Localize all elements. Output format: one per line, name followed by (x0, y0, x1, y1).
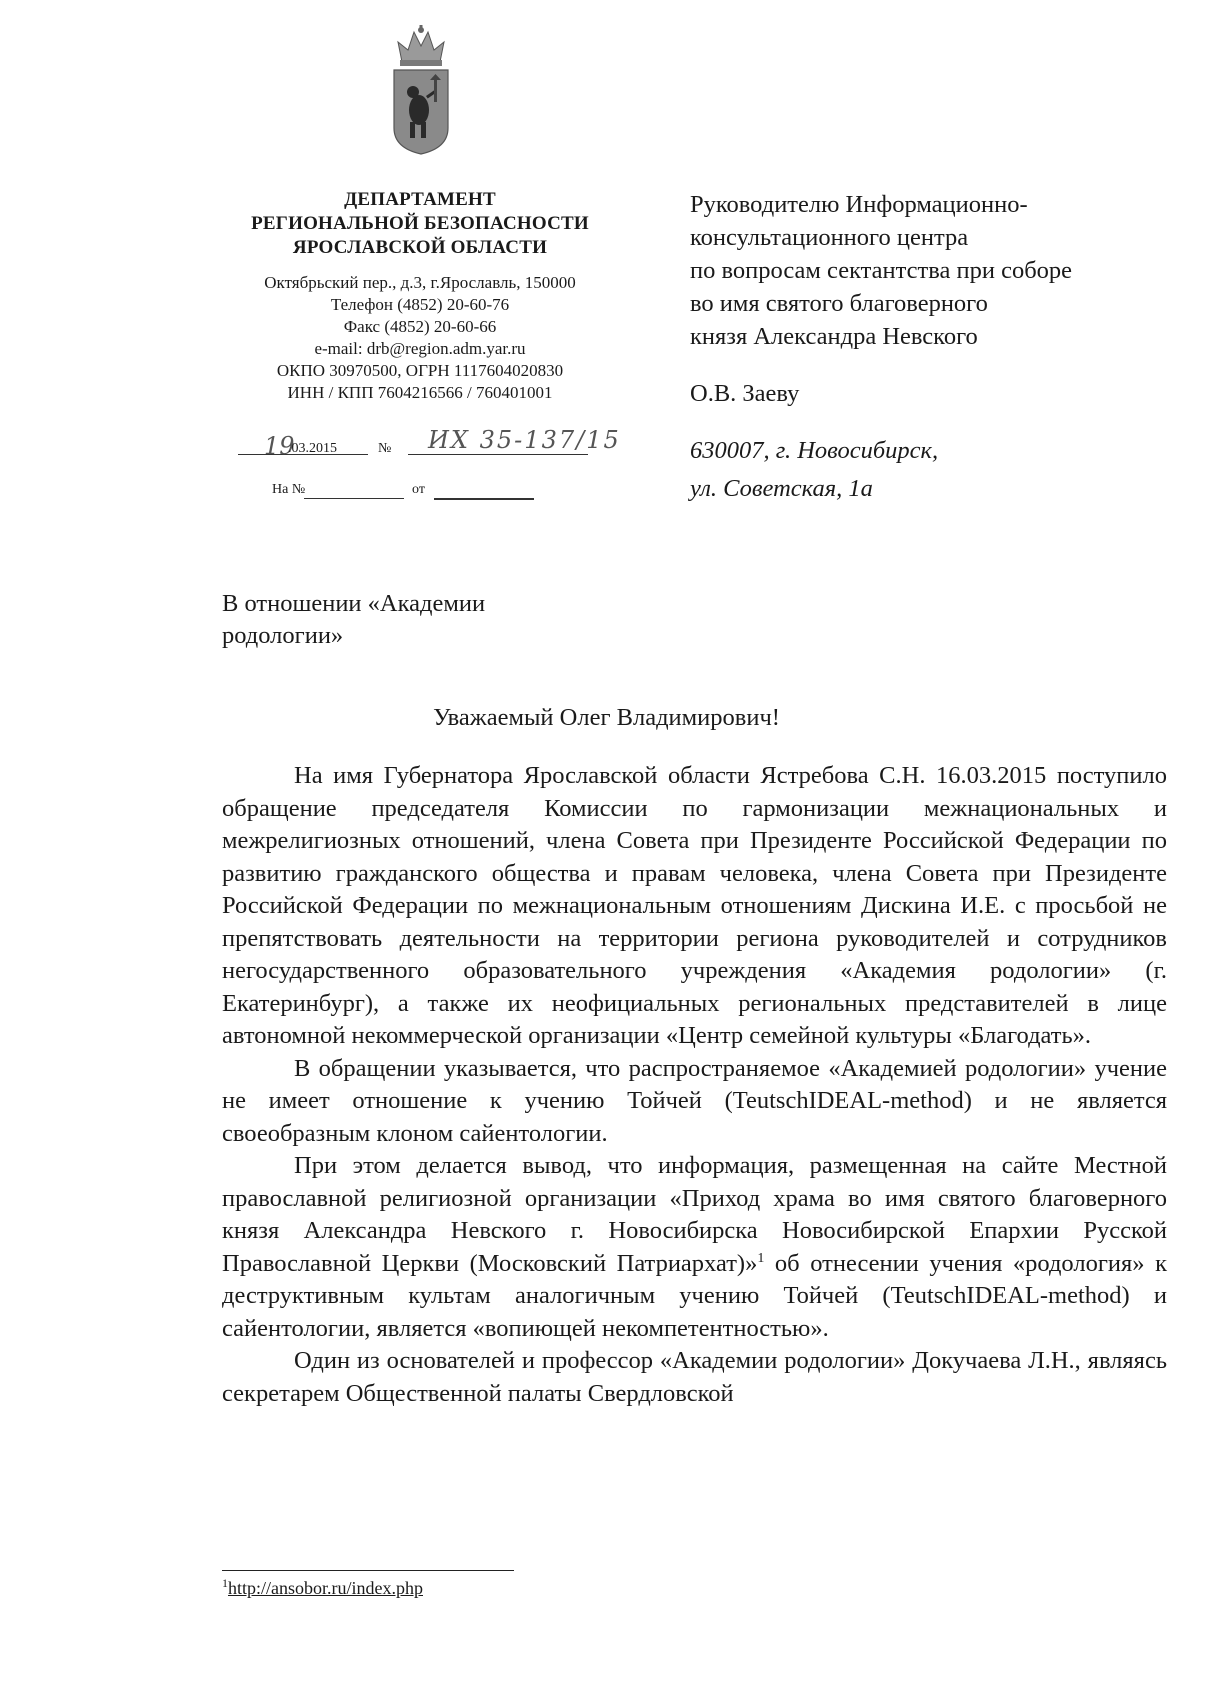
recipient-address: 630007, г. Новосибирск, ул. Советская, 1а (690, 437, 939, 502)
registration-line (238, 426, 678, 468)
ref-from-label: от (412, 482, 425, 497)
salutation: Уважаемый Олег Владимирович! (433, 704, 780, 731)
footnote-divider (222, 1570, 514, 1571)
contact-details (200, 272, 640, 404)
handwritten-reg-number: ИХ 35-137/15 (428, 426, 621, 454)
handwritten-date: 19 (264, 432, 295, 460)
inn-line: ИНН / КПП 7604216566 / 760401001 (287, 383, 553, 402)
recipient-name: О.В. Заеву (690, 380, 800, 407)
address-line: Октябрьский пер., д.3, г.Ярославль, 150000 (264, 273, 576, 292)
footnote (222, 1578, 423, 1599)
ref-from-blank (434, 498, 534, 500)
phone-line: Телефон (4852) 20-60-76 (330, 295, 510, 314)
ref-number-label: На № (272, 482, 306, 497)
yaroslavl-coat-of-arms-icon (388, 24, 454, 156)
number-underline (408, 454, 588, 455)
printed-date: .03.2015 (288, 441, 337, 456)
footnote-mark: 1 (222, 1576, 228, 1590)
fax-line: Факс (4852) 20-60-66 (343, 317, 497, 336)
paragraph: При этом делается вывод, что информация, размещенная на сайте Местной православной религиозной организации «Приход храма во имя святого благоверного князя Александра Невского г. Новосибирска Новосибирской Епархии Русской Православной Церкви (Московский Патриархат)»$^1$ об отнесении учения «родология» к деструктивным культам аналогичным учению Тойчей (TeutschIDEAL-method) и сайентологии, является «вопиющей некомпетентностью». (222, 1152, 1167, 1342)
okpo-line: ОКПО 30970500, ОГРН 1117604020830 (276, 361, 564, 380)
subject-line: В отношении «Академии родологии» (222, 590, 486, 649)
paragraph: В обращении указывается, что распространяемое «Академией родологии» учение не имеет отношение к учению Тойчей (TeutschIDEAL-method) и не является своеобразным клоном сайентологии. (222, 1054, 1167, 1147)
recipient-block: Руководителю Информационно- консультационного центра по вопросам сектантства при соборе во имя святого благоверного князя Александра Невского О.В. Заеву 630007, г. Новосибирск, ул. Советская, 1а (690, 188, 1160, 508)
footnote-link[interactable]: http://ansobor.ru/index.php (228, 1578, 423, 1598)
paragraph: На имя Губернатора Ярославской области Ястребова С.Н. 16.03.2015 поступило обращение председателя Комиссии по гармонизации межнациональных и межрелигиозных отношений, члена Совета при Президенте Российской Федерации по развитию гражданского общества и правам человека, члена Совета при Президенте Российской Федерации по межнациональным отношениям Дискина И.Е. с просьбой не препятствовать деятельности на территории региона руководителей и сотрудников негосударственного образовательного учреждения «Академия родологии» (г. Екатеринбург), а также их неофициальных региональных представителей в лице автономной некоммерческой организации «Центр семейной культуры «Благодать». (222, 762, 1167, 1049)
reg-number-label: № (378, 441, 392, 456)
paragraph: Один из основателей и профессор «Академии родологии» Докучаева Л.Н., являясь секретарем Общественной палаты Свердловской (222, 1347, 1167, 1407)
letter-body (222, 760, 1167, 1410)
sender-block (200, 188, 640, 404)
footnote-ref[interactable]: 1 (757, 1250, 765, 1266)
email-line: e-mail: drb@region.adm.yar.ru (314, 339, 526, 358)
reference-line (272, 482, 572, 504)
department-name: ДЕПАРТАМЕНТ РЕГИОНАЛЬНОЙ БЕЗОПАСНОСТИ ЯРОСЛАВСКОЙ ОБЛАСТИ (251, 189, 589, 258)
crown-icon (398, 25, 444, 66)
ref-number-blank (304, 498, 404, 499)
